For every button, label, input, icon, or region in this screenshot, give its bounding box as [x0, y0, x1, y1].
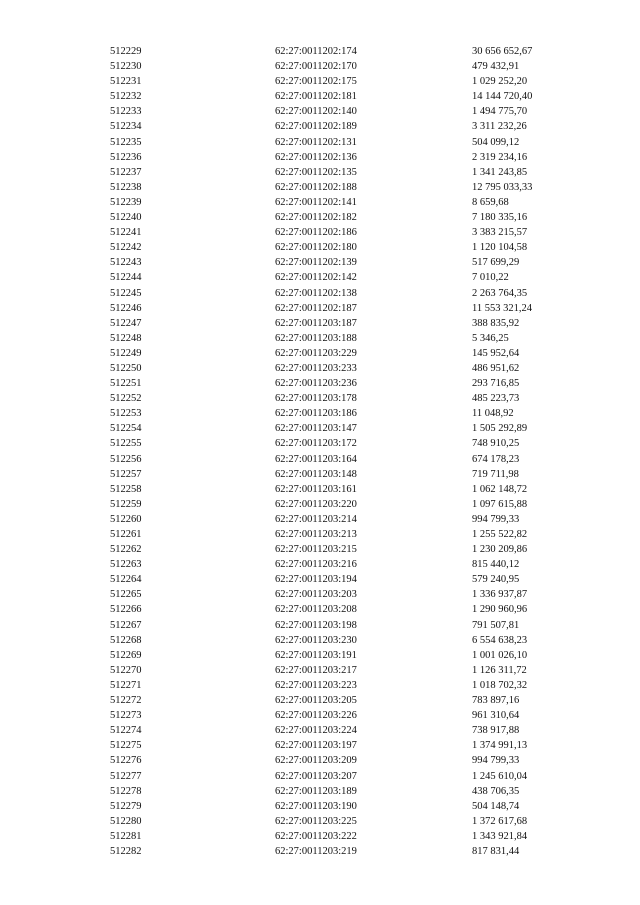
cadastral-number: 62:27:0011203:148 — [275, 468, 357, 480]
cadastral-number: 62:27:0011203:216 — [275, 559, 357, 571]
row-number: 512242 — [110, 242, 142, 254]
row-number: 512271 — [110, 679, 142, 691]
row-number: 512267 — [110, 619, 142, 631]
table-row — [0, 165, 640, 180]
cadastral-number: 62:27:0011203:225 — [275, 815, 357, 827]
row-number: 512231 — [110, 76, 142, 88]
row-number: 512265 — [110, 589, 142, 601]
row-number: 512259 — [110, 498, 142, 510]
row-number: 512270 — [110, 664, 142, 676]
cadastral-number: 62:27:0011203:215 — [275, 544, 357, 556]
cadastral-number: 62:27:0011203:178 — [275, 393, 357, 405]
cadastral-value: 817 831,44 — [472, 845, 520, 857]
cadastral-number: 62:27:0011203:190 — [275, 800, 357, 812]
table-row — [0, 663, 640, 678]
row-number: 512264 — [110, 574, 142, 586]
cadastral-number: 62:27:0011203:189 — [275, 785, 357, 797]
cadastral-number: 62:27:0011203:219 — [275, 845, 357, 857]
row-number: 512255 — [110, 438, 142, 450]
row-number: 512236 — [110, 151, 142, 163]
table-row — [0, 150, 640, 165]
cadastral-number: 62:27:0011202:138 — [275, 287, 357, 299]
cadastral-number: 62:27:0011203:229 — [275, 347, 357, 359]
row-number: 512281 — [110, 830, 142, 842]
cadastral-number: 62:27:0011203:191 — [275, 649, 357, 661]
cadastral-value: 1 341 243,85 — [472, 166, 528, 178]
cadastral-number: 62:27:0011202:174 — [275, 46, 357, 57]
cadastral-number: 62:27:0011203:188 — [275, 332, 357, 344]
row-number: 512244 — [110, 272, 142, 284]
row-number: 512243 — [110, 257, 142, 269]
table-row — [0, 527, 640, 542]
table-row — [0, 44, 640, 59]
cadastral-number: 62:27:0011202:182 — [275, 212, 357, 224]
cadastral-value: 485 223,73 — [472, 393, 520, 405]
cadastral-value: 388 835,92 — [472, 317, 520, 329]
row-number: 512257 — [110, 468, 142, 480]
row-number: 512277 — [110, 770, 142, 782]
cadastral-value: 791 507,81 — [472, 619, 520, 631]
cadastral-value: 719 711,98 — [472, 468, 519, 480]
cadastral-number: 62:27:0011202:135 — [275, 166, 357, 178]
table-row — [0, 587, 640, 602]
cadastral-number: 62:27:0011203:222 — [275, 830, 357, 842]
row-number: 512261 — [110, 529, 142, 540]
row-number: 512237 — [110, 166, 142, 178]
cadastral-value: 1 018 702,32 — [472, 679, 528, 691]
cadastral-number: 62:27:0011202:139 — [275, 257, 357, 269]
cadastral-number: 62:27:0011203:147 — [275, 423, 357, 435]
cadastral-number: 62:27:0011203:233 — [275, 362, 357, 374]
row-number: 512247 — [110, 317, 142, 329]
cadastral-number: 62:27:0011203:214 — [275, 513, 357, 525]
table-row — [0, 421, 640, 436]
table-row — [0, 542, 640, 557]
cadastral-value: 1 097 615,88 — [472, 498, 528, 510]
cadastral-number: 62:27:0011203:224 — [275, 725, 357, 737]
cadastral-number: 62:27:0011203:186 — [275, 408, 357, 420]
row-number: 512282 — [110, 845, 142, 857]
cadastral-value: 8 659,68 — [472, 196, 509, 208]
cadastral-value: 994 799,33 — [472, 755, 520, 767]
table-row — [0, 331, 640, 346]
table-row — [0, 361, 640, 376]
cadastral-number: 62:27:0011203:223 — [275, 679, 357, 691]
row-number: 512238 — [110, 181, 142, 193]
table-row — [0, 135, 640, 150]
table-row — [0, 829, 640, 844]
table-row — [0, 723, 640, 738]
cadastral-number: 62:27:0011203:187 — [275, 317, 357, 329]
row-number: 512239 — [110, 196, 142, 208]
cadastral-number: 62:27:0011202:175 — [275, 76, 357, 88]
cadastral-value: 293 716,85 — [472, 378, 520, 390]
row-number: 512280 — [110, 815, 142, 827]
cadastral-value: 3 383 215,57 — [472, 227, 528, 239]
row-number: 512245 — [110, 287, 142, 299]
table-row — [0, 572, 640, 587]
cadastral-number: 62:27:0011202:141 — [275, 196, 357, 208]
row-number: 512268 — [110, 634, 142, 646]
cadastral-value: 674 178,23 — [472, 453, 520, 465]
table-row — [0, 104, 640, 119]
table-row — [0, 301, 640, 316]
row-number: 512272 — [110, 695, 142, 707]
row-number: 512263 — [110, 559, 142, 571]
cadastral-value: 961 310,64 — [472, 710, 520, 722]
cadastral-value: 14 144 720,40 — [472, 91, 533, 103]
cadastral-number: 62:27:0011202:180 — [275, 242, 357, 254]
cadastral-number: 62:27:0011203:208 — [275, 604, 357, 616]
cadastral-number: 62:27:0011203:172 — [275, 438, 357, 450]
table-row — [0, 512, 640, 527]
table-row — [0, 769, 640, 784]
row-number: 512279 — [110, 800, 142, 812]
cadastral-number: 62:27:0011202:140 — [275, 106, 357, 118]
table-row — [0, 406, 640, 421]
cadastral-value: 1 336 937,87 — [472, 589, 528, 601]
table-row — [0, 195, 640, 210]
cadastral-value: 1 494 775,70 — [472, 106, 528, 118]
cadastral-value: 11 553 321,24 — [472, 302, 532, 314]
table-row — [0, 316, 640, 331]
cadastral-value: 504 148,74 — [472, 800, 520, 812]
row-number: 512246 — [110, 302, 142, 314]
table-row — [0, 557, 640, 572]
row-number: 512232 — [110, 91, 142, 103]
cadastral-value: 815 440,12 — [472, 559, 520, 571]
cadastral-number: 62:27:0011203:217 — [275, 664, 357, 676]
cadastral-value: 504 099,12 — [472, 136, 520, 148]
cadastral-value: 30 656 652,67 — [472, 46, 533, 57]
cadastral-number: 62:27:0011203:207 — [275, 770, 357, 782]
cadastral-number: 62:27:0011203:236 — [275, 378, 357, 390]
cadastral-number: 62:27:0011203:205 — [275, 695, 357, 707]
cadastral-value: 1 001 026,10 — [472, 649, 528, 661]
cadastral-value: 2 319 234,16 — [472, 151, 528, 163]
row-number: 512249 — [110, 347, 142, 359]
row-number: 512251 — [110, 378, 142, 390]
cadastral-value: 3 311 232,26 — [472, 121, 527, 133]
table-row — [0, 270, 640, 285]
row-number: 512278 — [110, 785, 142, 797]
cadastral-value: 1 062 148,72 — [472, 483, 528, 495]
table-row — [0, 497, 640, 512]
cadastral-value: 145 952,64 — [472, 347, 520, 359]
row-number: 512260 — [110, 513, 142, 525]
cadastral-number: 62:27:0011202:131 — [275, 136, 357, 148]
table-row — [0, 467, 640, 482]
cadastral-number: 62:27:0011202:186 — [275, 227, 357, 239]
row-number: 512229 — [110, 46, 142, 57]
cadastral-number: 62:27:0011202:181 — [275, 91, 357, 103]
table-row — [0, 391, 640, 406]
row-number: 512256 — [110, 453, 142, 465]
row-number: 512252 — [110, 393, 142, 405]
row-number: 512233 — [110, 106, 142, 118]
table-row — [0, 255, 640, 270]
cadastral-number: 62:27:0011202:188 — [275, 181, 357, 193]
table-row — [0, 618, 640, 633]
cadastral-value: 1 029 252,20 — [472, 76, 528, 88]
cadastral-value: 517 699,29 — [472, 257, 520, 269]
table-row — [0, 452, 640, 467]
table-row — [0, 693, 640, 708]
cadastral-value: 6 554 638,23 — [472, 634, 528, 646]
table-row — [0, 89, 640, 104]
cadastral-value: 579 240,95 — [472, 574, 520, 586]
row-number: 512273 — [110, 710, 142, 722]
row-number: 512234 — [110, 121, 142, 133]
cadastral-value: 1 126 311,72 — [472, 664, 527, 676]
row-number: 512269 — [110, 649, 142, 661]
row-number: 512240 — [110, 212, 142, 224]
table-row — [0, 74, 640, 89]
cadastral-number: 62:27:0011203:226 — [275, 710, 357, 722]
data-table — [0, 44, 640, 859]
cadastral-number: 62:27:0011203:161 — [275, 483, 357, 495]
row-number: 512241 — [110, 227, 142, 239]
table-row — [0, 180, 640, 195]
table-row — [0, 738, 640, 753]
cadastral-number: 62:27:0011203:209 — [275, 755, 357, 767]
cadastral-number: 62:27:0011203:198 — [275, 619, 357, 631]
table-row — [0, 436, 640, 451]
cadastral-number: 62:27:0011202:142 — [275, 272, 357, 284]
table-row — [0, 210, 640, 225]
table-row — [0, 225, 640, 240]
cadastral-number: 62:27:0011202:170 — [275, 61, 357, 73]
cadastral-number: 62:27:0011202:189 — [275, 121, 357, 133]
cadastral-number: 62:27:0011202:136 — [275, 151, 357, 163]
cadastral-value: 748 910,25 — [472, 438, 520, 450]
cadastral-value: 1 290 960,96 — [472, 604, 528, 616]
cadastral-value: 738 917,88 — [472, 725, 520, 737]
row-number: 512275 — [110, 740, 142, 752]
cadastral-value: 438 706,35 — [472, 785, 520, 797]
cadastral-value: 1 230 209,86 — [472, 544, 528, 556]
table-row — [0, 633, 640, 648]
table-row — [0, 59, 640, 74]
cadastral-value: 2 263 764,35 — [472, 287, 528, 299]
row-number: 512254 — [110, 423, 142, 435]
table-row — [0, 482, 640, 497]
cadastral-value: 1 255 522,82 — [472, 529, 528, 540]
table-row — [0, 602, 640, 617]
table-row — [0, 678, 640, 693]
row-number: 512230 — [110, 61, 142, 73]
row-number: 512258 — [110, 483, 142, 495]
cadastral-value: 12 795 033,33 — [472, 181, 533, 193]
cadastral-value: 1 372 617,68 — [472, 815, 528, 827]
table-row — [0, 119, 640, 134]
table-row — [0, 376, 640, 391]
cadastral-value: 783 897,16 — [472, 695, 520, 707]
cadastral-number: 62:27:0011203:203 — [275, 589, 357, 601]
cadastral-value: 479 432,91 — [472, 61, 520, 73]
row-number: 512262 — [110, 544, 142, 556]
cadastral-value: 7 010,22 — [472, 272, 509, 284]
row-number: 512266 — [110, 604, 142, 616]
table-row — [0, 844, 640, 859]
cadastral-value: 7 180 335,16 — [472, 212, 528, 224]
cadastral-number: 62:27:0011203:164 — [275, 453, 357, 465]
table-row — [0, 814, 640, 829]
cadastral-value: 994 799,33 — [472, 513, 520, 525]
table-row — [0, 286, 640, 301]
table-row — [0, 346, 640, 361]
cadastral-number: 62:27:0011203:197 — [275, 740, 357, 752]
row-number: 512235 — [110, 136, 142, 148]
row-number: 512248 — [110, 332, 142, 344]
table-row — [0, 799, 640, 814]
cadastral-value: 1 343 921,84 — [472, 830, 528, 842]
row-number: 512276 — [110, 755, 142, 767]
cadastral-number: 62:27:0011202:187 — [275, 302, 357, 314]
row-number: 512274 — [110, 725, 142, 737]
table-row — [0, 708, 640, 723]
table-row — [0, 648, 640, 663]
cadastral-value: 486 951,62 — [472, 362, 520, 374]
cadastral-number: 62:27:0011203:220 — [275, 498, 357, 510]
table-row — [0, 753, 640, 768]
cadastral-number: 62:27:0011203:194 — [275, 574, 357, 586]
row-number: 512250 — [110, 362, 142, 374]
cadastral-value: 5 346,25 — [472, 332, 509, 344]
cadastral-number: 62:27:0011203:213 — [275, 529, 357, 540]
table-row — [0, 784, 640, 799]
cadastral-value: 11 048,92 — [472, 408, 514, 420]
table-row — [0, 240, 640, 255]
cadastral-value: 1 120 104,58 — [472, 242, 528, 254]
cadastral-number: 62:27:0011203:230 — [275, 634, 357, 646]
cadastral-value: 1 505 292,89 — [472, 423, 528, 435]
cadastral-value: 1 245 610,04 — [472, 770, 528, 782]
cadastral-value: 1 374 991,13 — [472, 740, 528, 752]
row-number: 512253 — [110, 408, 142, 420]
